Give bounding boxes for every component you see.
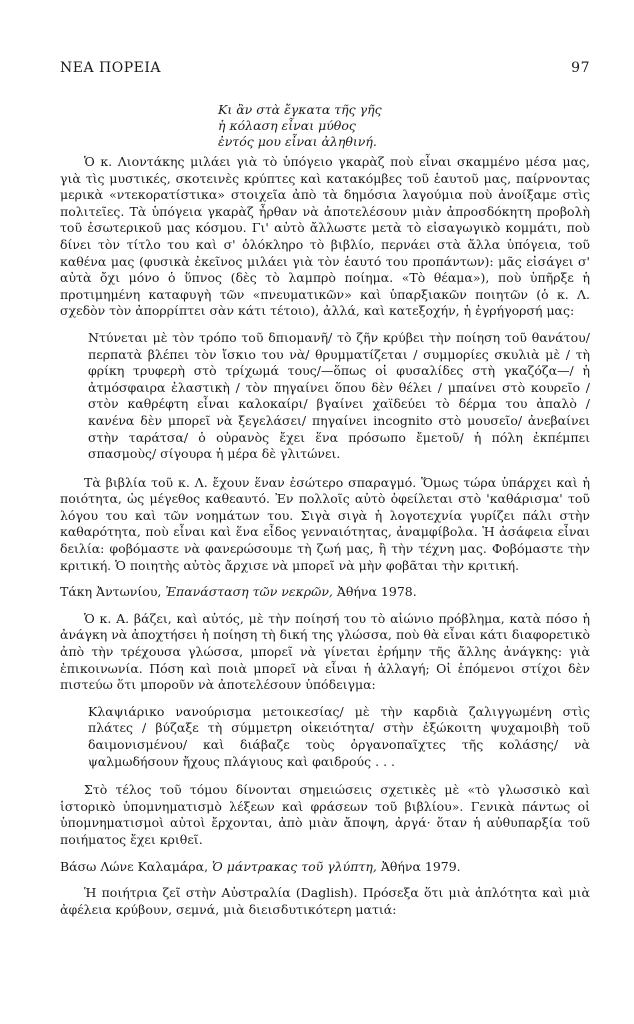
citation-title: Ὁ μάντρακας τοῦ γλύπτη, (212, 858, 377, 874)
citation-title: Ἐπανάσταση τῶν νεκρῶν, (165, 584, 333, 600)
epigraph (218, 102, 590, 150)
paragraph-kalamara: Ἡ ποιήτρια ζεῖ στὴν Αὐστραλία (Daglish). Πρόσεξα ὅτι μιὰ ἁπλότητα καὶ μιὰ ἀφέλεια κρύβουν, σεμνά, μιὰ διεισδυτικότερη ματιά: (60, 885, 590, 917)
book-citation-antoniou (60, 584, 590, 601)
citation-author: Βάσω Λώνε Καλαμάρα, (60, 858, 213, 874)
book-citation-kalamara (60, 859, 590, 876)
running-header (60, 60, 590, 76)
epigraph-line: Κι ἂν στὰ ἔγκατα τῆς γῆς (218, 102, 382, 117)
epigraph-line: ἐντός μου εἶναι ἀληθινή. (218, 134, 377, 149)
page-number: 97 (571, 60, 590, 76)
paragraph-notes: Στὸ τέλος τοῦ τόμου δίνονται σημειώσεις σχετικὲς μὲ «τὸ γλωσσικὸ καὶ ἱστορικὸ ὑπομνηματισμὸ λέξεων καὶ φράσεων τοῦ βιβλίου». Γενικὰ πάντως οἱ ὑπομνηματισμοὶ αὐτοὶ ἔρχονται, ἀπὸ μιὰν ἄποψη, ἀργά· ὅταν ἡ αὐθυπαρξία τοῦ ποιήματος ἔχει κριθεῖ. (60, 782, 590, 847)
paragraph-liontakis: Ὁ κ. Λιοντάκης μιλάει γιὰ τὸ ὑπόγειο γκαρὰζ ποὺ εἶναι σκαμμένο μέσα μας, γιὰ τὶς μυστικές, σκοτεινὲς κρύπτες καὶ κατακόμβες τοῦ ἑαυτοῦ μας, παίρνοντας μερικὰ «ντεκορατίστικα» στοιχεῖα ἀπὸ τὰ δημόσια λαγούμια ποὺ ἀνοίξαμε στὶς πολιτεῖες. Τὰ ὑπόγεια γκαρὰζ ἦρθαν νὰ ἀποτελέσουν μιὰν ἀπροσδόκητη προβολὴ τοῦ ἐσωτερικοῦ μας κόσμου. Γι' αὐτὸ ἄλλωστε μετὰ τὸ εἰσαγωγικὸ κομμάτι, ποὺ δίνει τὸν τίτλο του καὶ σ' ὁλόκληρο τὸ βιβλίο, περνάει στὰ ἄλλα ὑπόγεια, τοῦ καθένα μας (φυσικὰ ἐκεῖνος μιλάει γιὰ τὸν ἑαυτό του προπάντων): μᾶς εἰσάγει σ' αὐτὰ ὄχι μόνο ὁ ὕπνος (δὲς τὸ λαμπρὸ ποίημα. «Τὸ θέαμα»), ποὺ ὑπῆρξε ἡ προτιμημένη καταφυγὴ τῶν «πνευματικῶν» καὶ ὑπαρξιακῶν ποιητῶν (ὁ κ. Λ. σχεδὸν τὸν ἀπορρίπτει σὰν κάτι τέτοιο), ἀλλά, καὶ κατεξοχήν, ἡ ἐγρήγορσή μας: (60, 154, 590, 319)
citation-author: Τάκη Ἀντωνίου, (60, 584, 166, 600)
citation-place-year: Ἀθήνα 1979. (376, 858, 461, 874)
citation-place-year: Ἀθήνα 1978. (332, 584, 417, 600)
paragraph-antoniou: Ὁ κ. Α. βάζει, καὶ αὐτός, μὲ τὴν ποίησή του τὸ αἰώνιο πρόβλημα, κατὰ πόσο ἡ ἀνάγκη νὰ ἀποχτήσει ἡ ποίηση τὴ δική της γλώσσα, ποὺ θὰ εἶναι κάτι διαφορετικὸ ἀπὸ τὴν τρέχουσα γλώσσα, μπορεῖ νὰ γίνεται ἐρήμην τῆς ἄλλης ἀνάγκης: γιὰ ἐπικοινωνία. Πόση καὶ ποιὰ μπορεῖ νὰ εἶναι ἡ ἀλλαγή; Οἱ ἑπόμενοι στίχοι δὲν πιστεύω ὅτι μποροῦν νὰ ἀποτελέσουν ὑπόδειγμα: (60, 610, 590, 693)
journal-title: ΝΕΑ ΠΟΡΕΙΑ (60, 60, 161, 76)
paragraph-quality: Τὰ βιβλία τοῦ κ. Λ. ἔχουν ἕναν ἐσώτερο σπαραγμό. Ὅμως τώρα ὑπάρχει καὶ ἡ ποιότητα, ὡς μέγεθος καθεαυτό. Ἐν πολλοῖς αὐτὸ ὀφείλεται στὸ 'καθάρισμα' τοῦ λόγου του καὶ τῶν νοημάτων του. Σιγὰ σιγὰ ἡ λογοτεχνία γυρίζει πάλι στὴν καθαρότητα, ποὺ εἶναι καὶ ἕνα εἶδος γενναιότητας, ἀναμφίβολα. Ἡ ἀσάφεια εἶναι δειλία: φοβόμαστε νὰ φανερώσουμε τὴ ζωή μας, ἢ τὴν τέχνη μας. Φοβόμαστε τὴν κριτική. Ὁ ποιητὴς αὐτὸς ἄρχισε νὰ μπορεῖ νὰ μὴν φοβᾶται τὴν κριτική. (60, 474, 590, 573)
poem-quote-1: Ντύνεται μὲ τὸν τρόπο τοῦ δπιομανῆ/ τὸ ζῆν κρύβει τὴν ποίηση τοῦ θανάτου/ περπατὰ βλέπει τὸν ἴσκιο του νὰ/ θρυμματίζεται / συμμορίες σκυλιὰ μὲ / τὴ φρίκη τρυφερὴ στὸ τρίχωμά τους/—ὅπως οἱ φυσαλίδες στὴ γκαζόζα—/ ἡ ἀτμόσφαιρα ἐλαστικὴ / τὸν πηγαίνει ὅπου δὲν θέλει / μπαίνει στὸ κουρεῖο / στὸν καθρέφτη εἶναι καλοκαίρι/ βγαίνει χαϊδεύει τὸ δέρμα του ἀπαλὸ / κανένα δὲν μπορεῖ νὰ ξεγελάσει/ πηγαίνει incognito στὸ μουσεῖο/ ἀνεβαίνει στὴν ταράτσα/ ὁ οὐρανὸς ἔχει ἕνα πρόσωπο ἔμετοῦ/ ἡ πόλη ἐκπέμπει σπασμοὺς/ σίγουρα ἡ μέρα δὲ γλιτώνει. (88, 329, 590, 462)
poem-quote-2: Κλαψιάρικο νανούρισμα μετοικεσίας/ μὲ τὴν καρδιὰ ζαλιγγωμένη στὶς πλάτες / βύζαξε τὴ σύμμετρη οἰκειότητα/ στὴν ἐξώκοιτη ψυχαμοιβὴ τοῦ δαιμονισμένου/ καὶ διάβαζε τοὺς ὀργανοπαῖχτες τῆς κολάσης/ νὰ ψαλμωδήσουν ἤχους πλάγιους καὶ φαιδρούς . . . (88, 703, 590, 769)
epigraph-line: ἡ κόλαση εἶναι μύθος (218, 118, 356, 133)
